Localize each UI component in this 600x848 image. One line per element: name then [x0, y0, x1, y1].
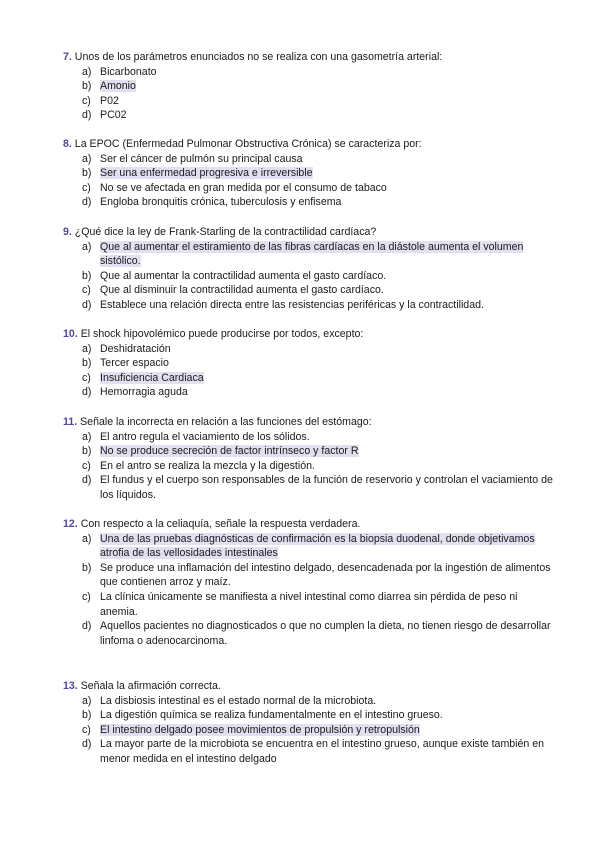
question-text: Unos de los parámetros enunciados no se realiza con una gasometría arterial:: [74, 51, 443, 63]
option-d: [82, 195, 553, 210]
options-list: [63, 65, 553, 123]
option-a: [82, 65, 553, 80]
option-b: [82, 444, 553, 459]
option-text: Que al disminuir la contractilidad aumenta el gasto cardíaco.: [100, 284, 384, 297]
option-letter: c): [82, 459, 91, 472]
option-text: La clínica únicamente se manifiesta a nivel intestinal como diarrea sin pérdida de peso ni anemia.: [100, 590, 518, 618]
option-letter: b): [82, 445, 92, 458]
question-number: 9.: [63, 226, 72, 238]
options-list: [63, 152, 553, 210]
option-text: El antro regula el vaciamiento de los sólidos.: [100, 430, 310, 443]
option-text: La mayor parte de la microbiota se encuentra en el intestino grueso, aunque existe también en menor medida en el intestino delgado: [100, 738, 545, 765]
option-b: [82, 79, 553, 94]
option-text: La digestión química se realiza fundamentalmente en el intestino grueso.: [100, 709, 443, 722]
option-a: [82, 430, 553, 445]
options-list: [63, 342, 553, 400]
option-d: [82, 385, 553, 400]
option-text-highlighted: Una de las pruebas diagnósticas de confirmación es la biopsia duodenal, donde objetivamos atrofia de las vellosidades intestinales: [100, 532, 535, 560]
options-list: [63, 532, 553, 649]
option-d: [82, 298, 553, 313]
option-c: [82, 723, 553, 738]
option-text: Aquellos pacientes no diagnosticados o que no cumplen la dieta, no tienen riesgo de desarrollar linfoma o adenocarcinoma.: [100, 620, 551, 647]
option-b: [82, 269, 553, 284]
question-number: 10.: [63, 328, 78, 340]
option-a: [82, 152, 553, 167]
question-text: La EPOC (Enfermedad Pulmonar Obstructiva Crónica) se caracteriza por:: [74, 138, 422, 150]
option-text-highlighted: El intestino delgado posee movimientos de propulsión y retropulsión: [100, 723, 420, 736]
option-letter: d): [82, 474, 92, 487]
question-heading: [63, 137, 553, 152]
option-b: [82, 561, 553, 590]
question-heading: [63, 50, 553, 65]
option-text: Que al aumentar la contractilidad aumenta el gasto cardíaco.: [100, 269, 387, 282]
question-heading: [63, 517, 553, 532]
option-letter: a): [82, 152, 92, 165]
option-letter: c): [82, 590, 91, 603]
question-9: [63, 225, 553, 313]
option-b: [82, 356, 553, 371]
question-10: [63, 327, 553, 400]
question-text: Con respecto a la celiaquía, señale la respuesta verdadera.: [80, 518, 361, 530]
option-letter: b): [82, 80, 92, 93]
option-letter: c): [82, 181, 91, 194]
option-text: PC02: [100, 109, 127, 122]
option-text-highlighted: Que al aumentar el estiramiento de las fibras cardíacas en la diástole aumenta el volumen sistólico.: [100, 240, 524, 268]
question-heading: [63, 225, 553, 240]
question-11: [63, 415, 553, 503]
option-d: [82, 473, 553, 502]
options-list: [63, 240, 553, 313]
option-a: [82, 240, 553, 269]
question-7: [63, 50, 553, 123]
option-letter: c): [82, 723, 91, 736]
option-text: El fundus y el cuerpo son responsables de la función de reservorio y controlan el vaciamiento de los líquidos.: [100, 474, 553, 501]
option-c: [82, 459, 553, 474]
options-list: [63, 694, 553, 767]
option-text-highlighted: No se produce secreción de factor intrínseco y factor R: [100, 445, 359, 458]
option-text: Deshidratación: [100, 342, 171, 355]
option-b: [82, 166, 553, 181]
option-letter: a): [82, 240, 92, 253]
option-letter: c): [82, 284, 91, 297]
option-text: P02: [100, 94, 119, 107]
question-text: El shock hipovolémico puede producirse por todos, excepto:: [80, 328, 364, 340]
option-letter: d): [82, 620, 92, 633]
question-number: 13.: [63, 680, 78, 692]
option-letter: d): [82, 109, 92, 122]
option-letter: a): [82, 430, 92, 443]
option-text-highlighted: Amonio: [100, 80, 136, 93]
question-text: Señala la afirmación correcta.: [80, 680, 221, 692]
question-text: ¿Qué dice la ley de Frank-Starling de la contractilidad cardíaca?: [74, 226, 377, 238]
question-number: 12.: [63, 518, 78, 530]
option-c: [82, 94, 553, 109]
option-letter: c): [82, 94, 91, 107]
option-c: [82, 283, 553, 298]
option-letter: d): [82, 298, 92, 311]
option-d: [82, 737, 553, 766]
question-heading: [63, 327, 553, 342]
option-letter: b): [82, 357, 92, 370]
option-letter: d): [82, 386, 92, 399]
option-letter: b): [82, 561, 92, 574]
option-text: La disbiosis intestinal es el estado normal de la microbiota.: [100, 694, 377, 707]
question-number: 8.: [63, 138, 72, 150]
option-text: No se ve afectada en gran medida por el consumo de tabaco: [100, 181, 387, 194]
option-letter: a): [82, 532, 92, 545]
question-13: [63, 679, 553, 767]
option-c: [82, 590, 553, 619]
option-letter: d): [82, 196, 92, 209]
option-text: Establece una relación directa entre las resistencias periféricas y la contractilidad.: [100, 298, 484, 311]
option-text: Ser el cáncer de pulmón su principal causa: [100, 152, 303, 165]
option-text: Bicarbonato: [100, 65, 157, 78]
option-a: [82, 342, 553, 357]
option-text: Engloba bronquitis crónica, tuberculosis y enfisema: [100, 196, 342, 209]
option-letter: b): [82, 269, 92, 282]
question-8: [63, 137, 553, 210]
question-12: [63, 517, 553, 648]
option-a: [82, 532, 553, 561]
question-heading: [63, 679, 553, 694]
option-letter: d): [82, 738, 92, 751]
option-d: [82, 619, 553, 648]
option-a: [82, 694, 553, 709]
option-text-highlighted: Ser una enfermedad progresiva e irreversible: [100, 167, 313, 180]
option-b: [82, 708, 553, 723]
question-heading: [63, 415, 553, 430]
question-number: 7.: [63, 51, 72, 63]
option-d: [82, 108, 553, 123]
option-letter: c): [82, 371, 91, 384]
option-text: Se produce una inflamación del intestino delgado, desencadenada por la ingestión de alimentos que contienen arroz y maíz.: [100, 561, 551, 589]
question-number: 11.: [63, 416, 78, 428]
option-text: Hemorragia aguda: [100, 386, 188, 399]
option-letter: a): [82, 65, 92, 78]
option-letter: a): [82, 342, 92, 355]
option-letter: b): [82, 709, 92, 722]
option-letter: a): [82, 694, 92, 707]
option-text-highlighted: Insuficiencia Cardiaca: [100, 371, 204, 384]
option-letter: b): [82, 167, 92, 180]
question-text: Señale la incorrecta en relación a las funciones del estómago:: [80, 416, 372, 428]
option-c: [82, 371, 553, 386]
options-list: [63, 430, 553, 503]
option-c: [82, 181, 553, 196]
option-text: En el antro se realiza la mezcla y la digestión.: [100, 459, 315, 472]
option-text: Tercer espacio: [100, 357, 169, 370]
